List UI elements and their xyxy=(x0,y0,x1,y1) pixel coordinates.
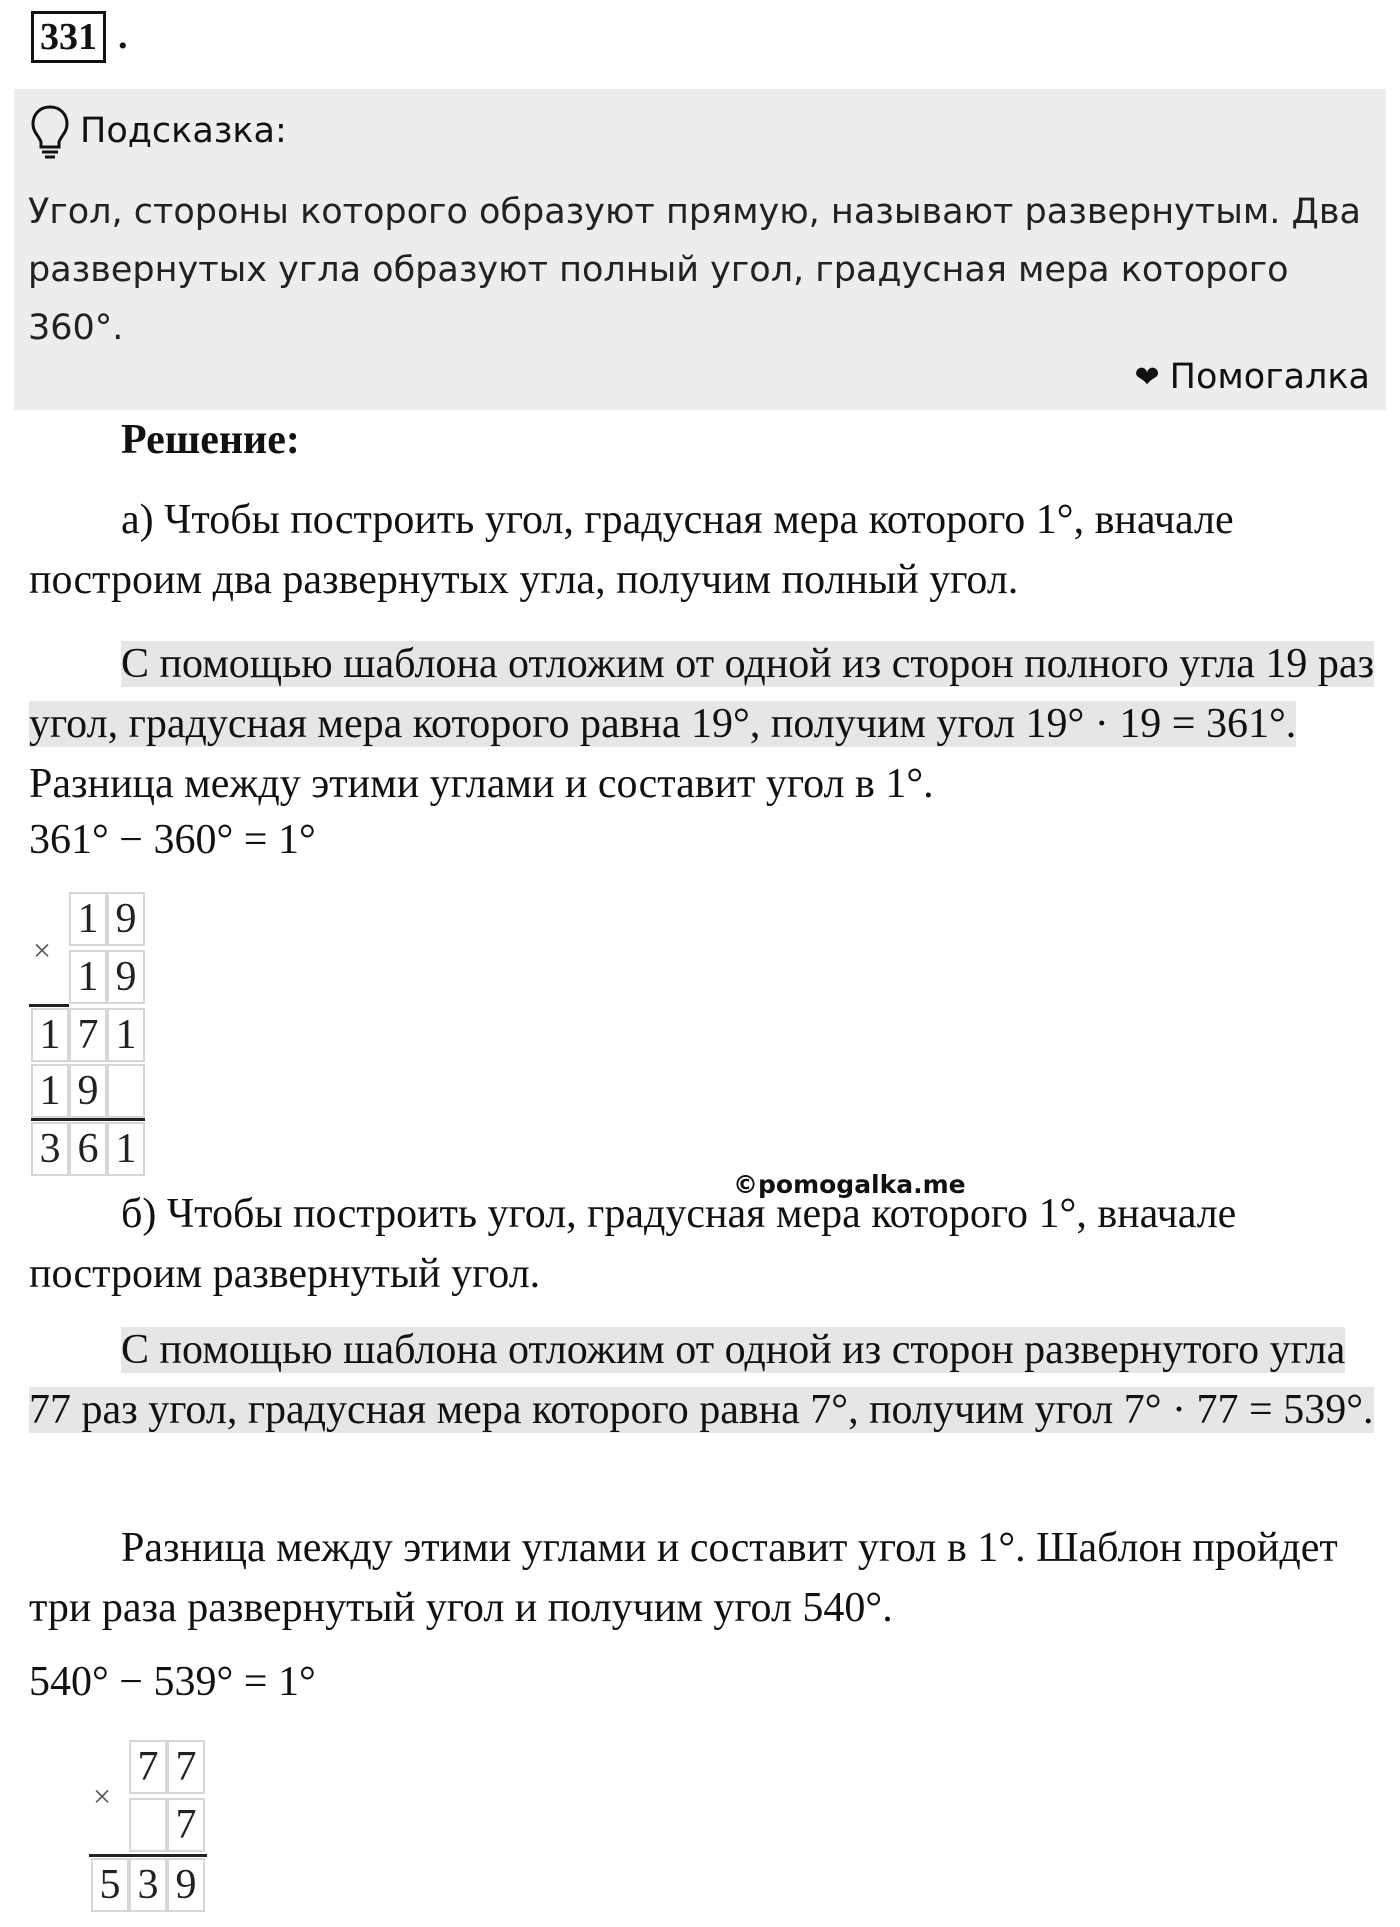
digit-cell: 7 xyxy=(129,1740,167,1794)
part-a-paragraph-1: а) Чтобы построить угол, градусная мера которого 1°, вначале построим два развернутых угла, получим полный угол. xyxy=(29,497,1234,603)
part-b-paragraph-2 xyxy=(29,1320,1389,1440)
hint-title: Подсказка: xyxy=(80,111,287,151)
digit-cell: 1 xyxy=(107,1122,145,1176)
part-a-paragraph-2 xyxy=(29,634,1389,814)
hint-box xyxy=(14,89,1386,410)
part-a-highlight: С помощью шаблона отложим от одной из сторон полного угла 19 раз угол, градусная мера которого равна 19°, получим угол 19° · 19 = 361°. xyxy=(29,641,1375,747)
solution-title: Решение: xyxy=(121,417,300,463)
digit-cell xyxy=(129,1798,167,1852)
digit-cell: 9 xyxy=(69,1064,107,1118)
digit-cell: 5 xyxy=(91,1858,129,1912)
result-line xyxy=(89,1854,207,1857)
watermark: ©pomogalka.me xyxy=(733,1170,966,1199)
digit-cell: 1 xyxy=(69,892,107,946)
digit-cell: 1 xyxy=(107,1008,145,1062)
digit-cell: 7 xyxy=(167,1740,205,1794)
part-a-rest: Разница между этими углами и составит угол в 1°. xyxy=(29,761,934,807)
hint-text: Угол, стороны которого образуют прямую, называют развернутым. Два развернутых угла образуют полный угол, градусная мера которого 360°. xyxy=(28,192,1361,348)
part-b-highlight: С помощью шаблона отложим от одной из сторон развернутого угла 77 раз угол, градусная мера которого равна 7°, получим угол 7° · 77 = 539°. xyxy=(29,1327,1374,1433)
part-b-equation: 540° − 539° = 1° xyxy=(29,1659,316,1705)
digit-cell: 7 xyxy=(167,1798,205,1852)
digit-cell: 7 xyxy=(69,1008,107,1062)
digit-cell: 1 xyxy=(31,1064,69,1118)
multiply-sign: × xyxy=(93,1778,112,1814)
lightbulb-icon xyxy=(28,103,72,159)
digit-cell xyxy=(107,1064,145,1118)
sum-line xyxy=(29,1004,69,1007)
result-line xyxy=(31,1118,145,1121)
digit-cell: 9 xyxy=(107,950,145,1004)
task-number-dot: . xyxy=(118,15,128,57)
digit-cell: 9 xyxy=(107,892,145,946)
brand-name: Помогалка xyxy=(1169,357,1370,397)
digit-cell: 3 xyxy=(129,1858,167,1912)
digit-cell: 3 xyxy=(31,1122,69,1176)
digit-cell: 6 xyxy=(69,1122,107,1176)
part-b-paragraph-3: Разница между этими углами и составит угол в 1°. Шаблон пройдет три раза развернутый угол и получим угол 540°. xyxy=(29,1525,1338,1631)
multiply-sign: × xyxy=(33,932,52,968)
brand-label xyxy=(1135,357,1371,397)
heart-icon: ❤ xyxy=(1134,359,1160,395)
part-a-equation: 361° − 360° = 1° xyxy=(29,817,316,863)
part-b-paragraph-1: б) Чтобы построить угол, градусная мера которого 1°, вначале построим развернутый угол. xyxy=(29,1191,1237,1297)
digit-cell: 1 xyxy=(69,950,107,1004)
digit-cell: 9 xyxy=(167,1858,205,1912)
hint-header xyxy=(28,103,287,159)
digit-cell: 1 xyxy=(31,1008,69,1062)
task-number: 331 xyxy=(31,11,106,63)
